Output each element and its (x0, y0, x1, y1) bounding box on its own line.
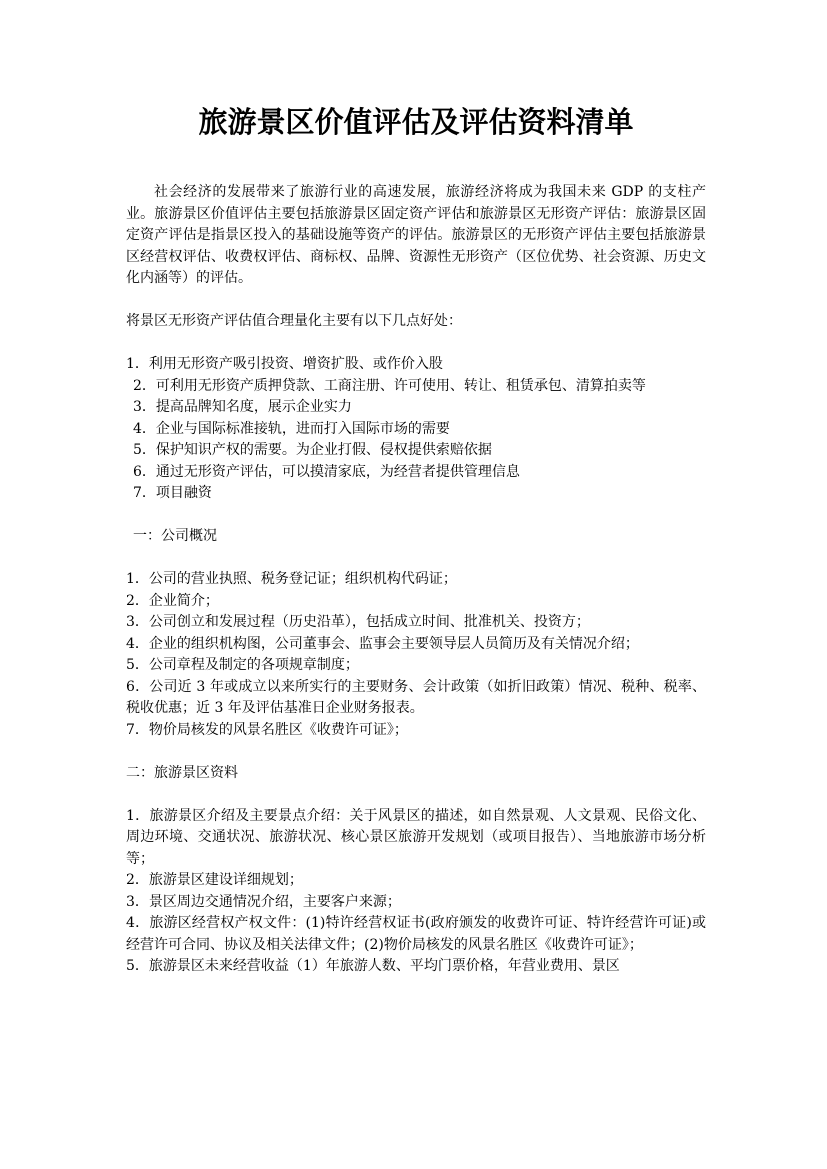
spacer (126, 333, 706, 355)
list-item: 2．企业简介； (126, 592, 219, 609)
list-item: 4．企业的组织机构图，公司董事会、监事会主要领导层人员简历及有关情况介绍； (126, 635, 639, 652)
list-item: 4．企业与国际标准接轨，进而打入国际市场的需要 (133, 420, 450, 437)
list-item: 5．旅游景区未来经营收益（1）年旅游人数、平均门票价格，年营业费用、景区 (126, 958, 620, 974)
list-item: 3．提高品牌知名度，展示企业实力 (133, 399, 352, 415)
scenic-list (126, 806, 706, 978)
document-title: 旅游景区价值评估及评估资料清单 (198, 105, 634, 139)
section-heading-company: 一：公司概况 (133, 528, 217, 544)
list-item: 2．旅游景区建设详细规划； (126, 872, 303, 888)
spacer (126, 290, 706, 312)
spacer (126, 548, 706, 570)
list-item: 7．物价局核发的风景名胜区《收费许可证》； (126, 721, 408, 738)
benefits-heading: 将景区无形资产评估值合理量化主要有以下几点好处： (126, 313, 462, 329)
list-item: 7．项目融资 (133, 485, 212, 501)
list-item: 4．旅游区经营权产权文件：(1)特许经营权证书(政府颁发的收费许可证、特许经营许可证)或经营许可合同、协议及相关法律文件；(2)物价局核发的风景名胜区《收费许可证》； (126, 915, 706, 953)
spacer (126, 741, 706, 763)
list-item: 1．公司的营业执照、税务登记证；组织机构代码证； (126, 571, 457, 587)
list-item: 3．景区周边交通情况介绍，主要客户来源； (126, 893, 401, 910)
list-item: 3．公司创立和发展过程（历史沿革），包括成立时间、批准机关、投资方； (126, 614, 590, 630)
list-item: 1．利用无形资产吸引投资、增资扩股、或作价入股 (126, 356, 443, 372)
list-item: 5．公司章程及制定的各项规章制度； (126, 657, 359, 673)
benefits-list (126, 354, 706, 505)
list-item: 2．可利用无形资产质押贷款、工商注册、许可使用、转让、租赁承包、清算拍卖等 (133, 377, 646, 394)
list-item: 1．旅游景区介绍及主要景点介绍：关于风景区的描述，如自然景观、人文景观、民俗文化、周边环境、交通状况、旅游状况、核心景区旅游开发规划（或项目报告）、当地旅游市场分析等； (126, 807, 706, 867)
spacer (126, 505, 706, 527)
document-body (126, 182, 706, 978)
list-item: 6．公司近 3 年或成立以来所实行的主要财务、会计政策（如折旧政策）情况、税种、税率、税收优惠；近 3 年及评估基准日企业财务报表。 (126, 678, 706, 716)
intro-paragraph: 社会经济的发展带来了旅游行业的高速发展，旅游经济将成为我国未来 GDP 的支柱产业。旅游景区价值评估主要包括旅游景区固定资产评估和旅游景区无形资产评估：旅游景区固定资产评估是指景区投入的基础设施等资产的评估。旅游景区的无形资产评估主要包括旅游景区经营权评估、收费权评估、商标权、品牌、资源性无形资产（区位优势、社会资源、历史文化内涵等）的评估。 (126, 184, 706, 286)
spacer (126, 784, 706, 806)
section-heading-scenic: 二：旅游景区资料 (126, 764, 238, 781)
company-list (126, 569, 706, 741)
list-item: 5．保护知识产权的需要。为企业打假、侵权提供索赔依据 (133, 442, 492, 458)
list-item: 6．通过无形资产评估，可以摸清家底，为经营者提供管理信息 (133, 463, 520, 480)
